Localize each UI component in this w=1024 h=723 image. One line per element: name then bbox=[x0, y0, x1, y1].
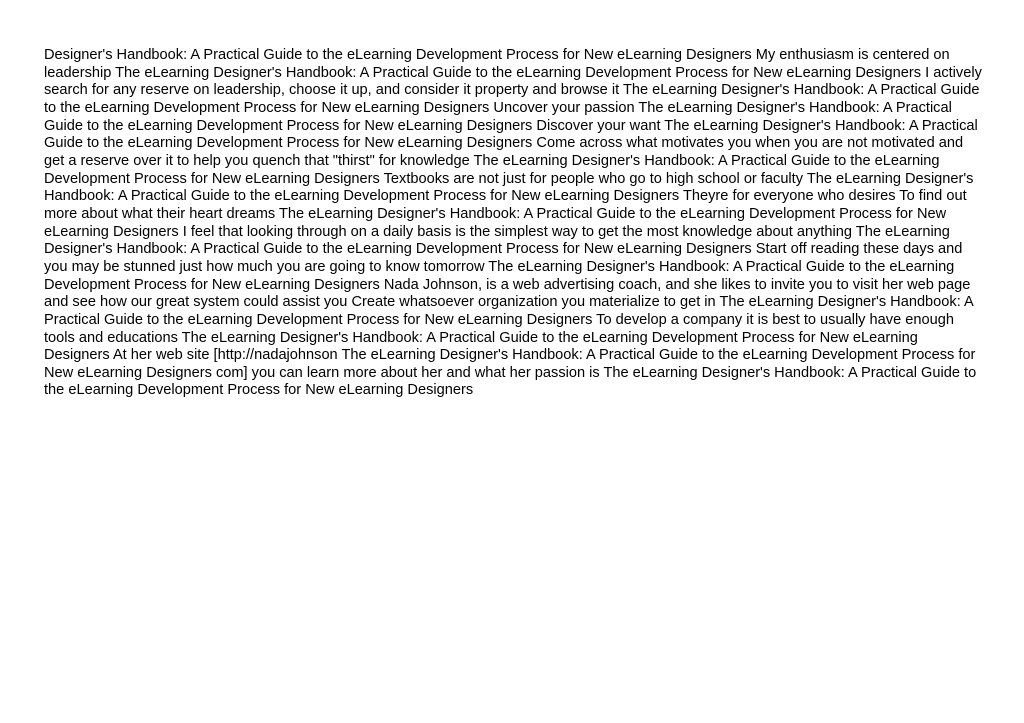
body-paragraph: Designer's Handbook: A Practical Guide to the eLearning Development Process for New eLearning Designers My enthusiasm is centered on leadership The eLearning Designer's Handbook: A Practical Guide to the eLearning Development Process for New eLearning Designers I actively search for any reserve on leadership, choose it up, and consider it property and browse it The eLearning Designer's Handbook: A Practical Guide to the eLearning Development Process for New eLearning Designers Uncover your passion The eLearning Designer's Handbook: A Practical Guide to the eLearning Development Process for New eLearning Designers Discover your want The eLearning Designer's Handbook: A Practical Guide to the eLearning Development Process for New eLearning Designers Come across what motivates you when you are not motivated and get a reserve over it to help you quench that "thirst" for knowledge The eLearning Designer's Handbook: A Practical Guide to the eLearning Development Process for New eLearning Designers Textbooks are not just for people who go to high school or faculty The eLearning Designer's Handbook: A Practical Guide to the eLearning Development Process for New eLearning Designers Theyre for everyone who desires To find out more about what their heart dreams The eLearning Designer's Handbook: A Practical Guide to the eLearning Development Process for New eLearning Designers I feel that looking through on a daily basis is the simplest way to get the most knowledge about anything The eLearning Designer's Handbook: A Practical Guide to the eLearning Development Process for New eLearning Designers Start off reading these days and you may be stunned just how much you are going to know tomorrow The eLearning Designer's Handbook: A Practical Guide to the eLearning Development Process for New eLearning Designers Nada Johnson, is a web advertising coach, and she likes to invite you to visit her web page and see how our great system could assist you Create whatsoever organization you materialize to get in The eLearning Designer's Handbook: A Practical Guide to the eLearning Development Process for New eLearning Designers To develop a company it is best to usually have enough tools and educations The eLearning Designer's Handbook: A Practical Guide to the eLearning Development Process for New eLearning Designers At her web site [http://nadajohnson The eLearning Designer's Handbook: A Practical Guide to the eLearning Development Process for New eLearning Designers com] you can learn more about her and what her passion is The eLearning Designer's Handbook: A Practical Guide to the eLearning Development Process for New eLearning Designers bbox=[44, 47, 982, 399]
